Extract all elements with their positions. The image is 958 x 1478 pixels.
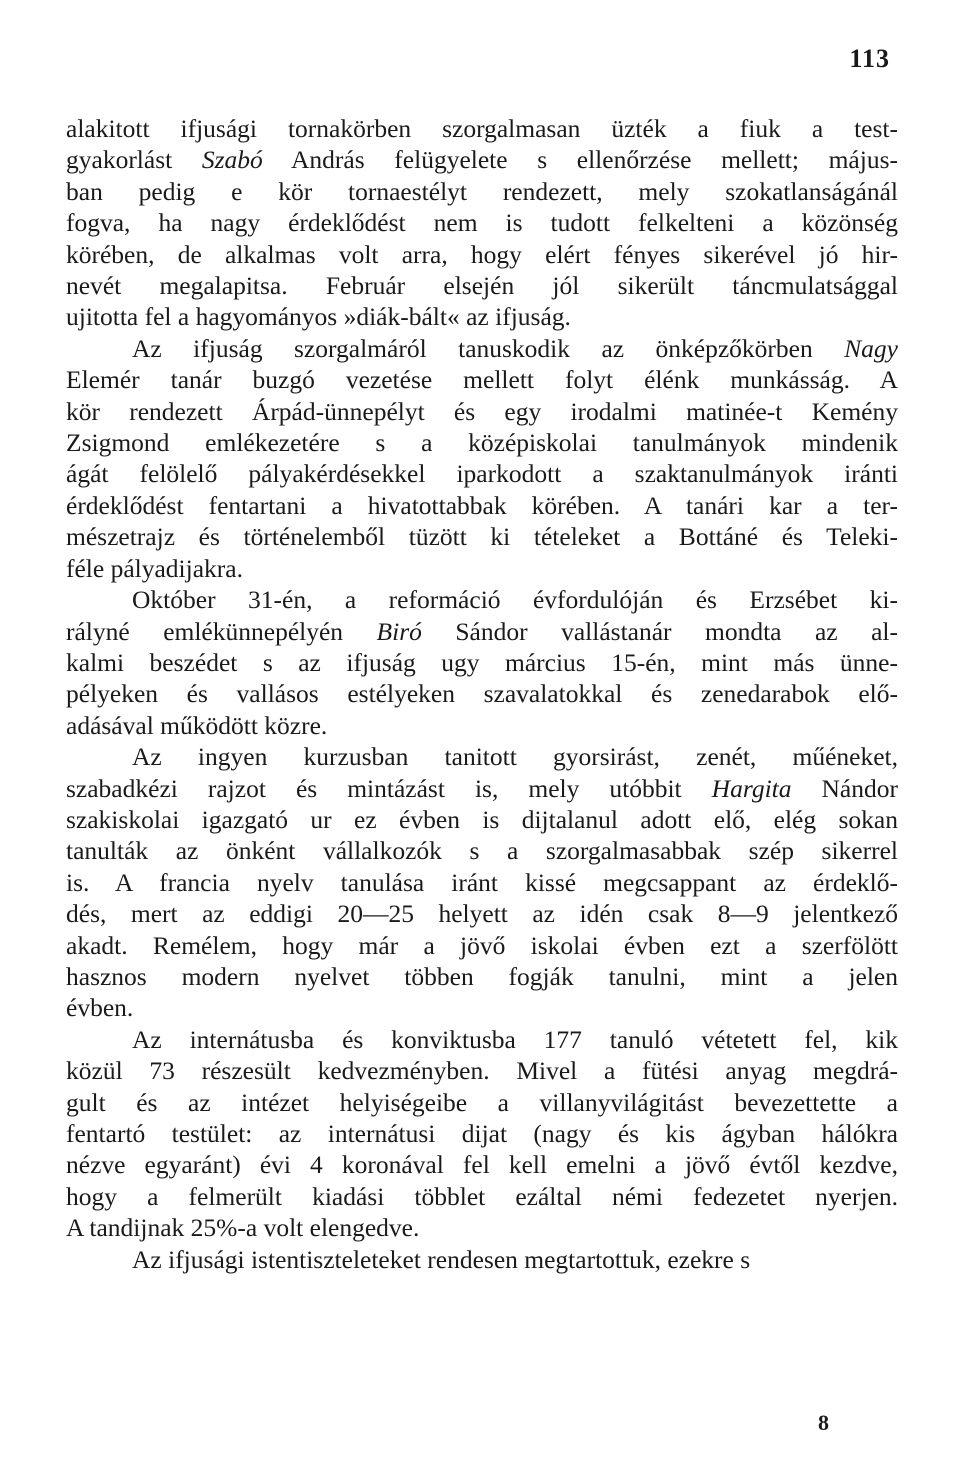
- text-run: hasznos modern nyelvet többen fogják tanulni, mint a jelen: [66, 961, 898, 991]
- text-run: kalmi beszédet s az ifjuság ugy március 15-én, mint más ünne-: [66, 647, 898, 677]
- paragraph: [66, 333, 898, 584]
- text-run: Zsigmond emlékezetére s a középiskolai tanulmányok mindenik: [66, 428, 898, 458]
- text-run: akadt. Remélem, hogy már a jövő iskolai évben ezt a szerfölött: [66, 930, 898, 960]
- text-line: [66, 176, 898, 207]
- text-run: dés, mert az eddigi 20—25 helyett az idén csak 8—9 jelentkező: [66, 899, 898, 929]
- text-run: pélyeken és vallásos estélyeken szavalatokkal és zenedarabok elő-: [66, 679, 898, 709]
- paragraph: [66, 113, 898, 333]
- text-line: [66, 553, 898, 584]
- text-run: ágát felölelő pályakérdésekkel iparkodott a szaktanulmányok iránti: [66, 459, 898, 489]
- text-line: [66, 710, 898, 741]
- text-line: [66, 396, 898, 427]
- text-run: érdeklődést fentartani a hivatottabbak körében. A tanári kar a ter-: [66, 490, 898, 520]
- text-line: [66, 992, 898, 1023]
- text-line: [66, 1244, 898, 1275]
- text-run: szabadkézi rajzot és mintázást is, mely utóbbit: [66, 773, 712, 803]
- paragraph: [66, 741, 898, 1024]
- text-line: [66, 427, 898, 458]
- text-run: gult és az intézet helyiségeibe a villanyvilágitást bevezettette a: [66, 1087, 898, 1117]
- text-run: körében, de alkalmas volt arra, hogy elért fényes sikerével jó hir-: [66, 239, 898, 269]
- body-text: [66, 113, 898, 1275]
- text-line: [66, 1212, 898, 1243]
- text-line: [66, 144, 898, 175]
- text-line: [66, 835, 898, 866]
- text-run: adásával működött közre.: [66, 710, 328, 740]
- text-line: [66, 239, 898, 270]
- text-line: [66, 1181, 898, 1212]
- text-line: [66, 1149, 898, 1180]
- text-line: [66, 867, 898, 898]
- italic-name: Nagy: [844, 333, 898, 363]
- text-line: [66, 1087, 898, 1118]
- text-line: [66, 458, 898, 489]
- text-run: Az ifjusági istentiszteleteket rendesen megtartottuk, ezekre s: [132, 1244, 751, 1274]
- text-line: [66, 773, 898, 804]
- text-run: is. A francia nyelv tanulása iránt kissé megcsappant az érdeklő-: [66, 867, 898, 897]
- text-run: hogy a felmerült kiadási többlet ezáltal némi fedezetet nyerjen.: [66, 1181, 898, 1211]
- text-line: [66, 647, 898, 678]
- text-run: fogva, ha nagy érdeklődést nem is tudott felkelteni a közönség: [66, 208, 898, 238]
- text-run: fentartó testület: az internátusi dijat (nagy és kis ágyban hálókra: [66, 1119, 898, 1148]
- text-run: közül 73 részesült kedvezményben. Mivel a fütési anyag megdrá-: [66, 1056, 898, 1086]
- text-line: [66, 804, 898, 835]
- text-run: A tandijnak 25%-a volt elengedve.: [66, 1213, 420, 1243]
- text-run: András felügyelete s ellenőrzése mellett; május-: [262, 145, 898, 175]
- text-run: kör rendezett Árpád-ünnepélyt és egy irodalmi matinée-t Kemény: [66, 396, 898, 426]
- signature-mark: 8: [818, 1410, 829, 1435]
- text-line: [66, 961, 898, 992]
- text-run: Nándor: [791, 773, 898, 803]
- text-line: [66, 678, 898, 709]
- text-run: gyakorlást: [66, 145, 202, 175]
- italic-name: Szabó: [201, 145, 263, 175]
- text-run: féle pályadijakra.: [66, 553, 243, 583]
- text-line: [66, 616, 898, 647]
- text-line: [66, 490, 898, 521]
- text-run: Október 31-én, a reformáció évfordulóján és Erzsébet ki-: [132, 585, 898, 615]
- text-line: [66, 1055, 898, 1086]
- text-run: Elemér tanár buzgó vezetése mellett folyt élénk munkásság. A: [66, 365, 898, 395]
- text-run: nevét megalapitsa. Február elsején jól sikerült táncmulatsággal: [66, 271, 898, 301]
- text-line: [66, 364, 898, 395]
- text-line: [66, 113, 898, 144]
- text-line: [66, 301, 898, 332]
- text-line: [66, 207, 898, 238]
- text-line: [66, 333, 898, 364]
- text-run: ujitotta fel a hagyományos »diák-bált« az ifjuság.: [66, 302, 571, 332]
- text-line: [66, 741, 898, 772]
- text-run: tanulták az önként vállalkozók s a szorgalmasabbak szép sikerrel: [66, 836, 898, 866]
- text-run: alakitott ifjusági tornakörben szorgalmasan üzték a fiuk a test-: [66, 114, 898, 143]
- text-run: Az ingyen kurzusban tanitott gyorsirást, zenét, műéneket,: [132, 742, 898, 772]
- text-run: szakiskolai igazgató ur ez évben is dijtalanul adott elő, elég sokan: [66, 804, 898, 834]
- text-run: ban pedig e kör tornaestélyt rendezett, mely szokatlanságánál: [66, 176, 898, 206]
- text-run: Az internátusba és konviktusba 177 tanuló vétetett fel, kik: [132, 1024, 898, 1054]
- text-line: [66, 898, 898, 929]
- text-line: [66, 584, 898, 615]
- text-line: [66, 521, 898, 552]
- italic-name: Biró: [376, 616, 422, 646]
- page-number: 113: [849, 44, 890, 73]
- text-run: évben.: [66, 993, 134, 1023]
- text-run: nézve egyaránt) évi 4 koronával fel kell emelni a jövő évtől kezdve,: [66, 1150, 898, 1180]
- paragraph: [66, 1244, 898, 1275]
- paragraph: [66, 584, 898, 741]
- text-run: Az ifjuság szorgalmáról tanuskodik az önképzőkörben: [132, 333, 845, 363]
- italic-name: Hargita: [711, 773, 792, 803]
- text-line: [66, 930, 898, 961]
- text-line: [66, 1024, 898, 1055]
- text-run: Sándor vallástanár mondta az al-: [421, 616, 898, 646]
- text-line: [66, 270, 898, 301]
- text-line: [66, 1118, 898, 1149]
- text-run: mészetrajz és történelemből tüzött ki tételeket a Bottáné és Teleki-: [66, 522, 898, 552]
- text-run: rályné emlékünnepélyén: [66, 616, 377, 646]
- paragraph: [66, 1024, 898, 1244]
